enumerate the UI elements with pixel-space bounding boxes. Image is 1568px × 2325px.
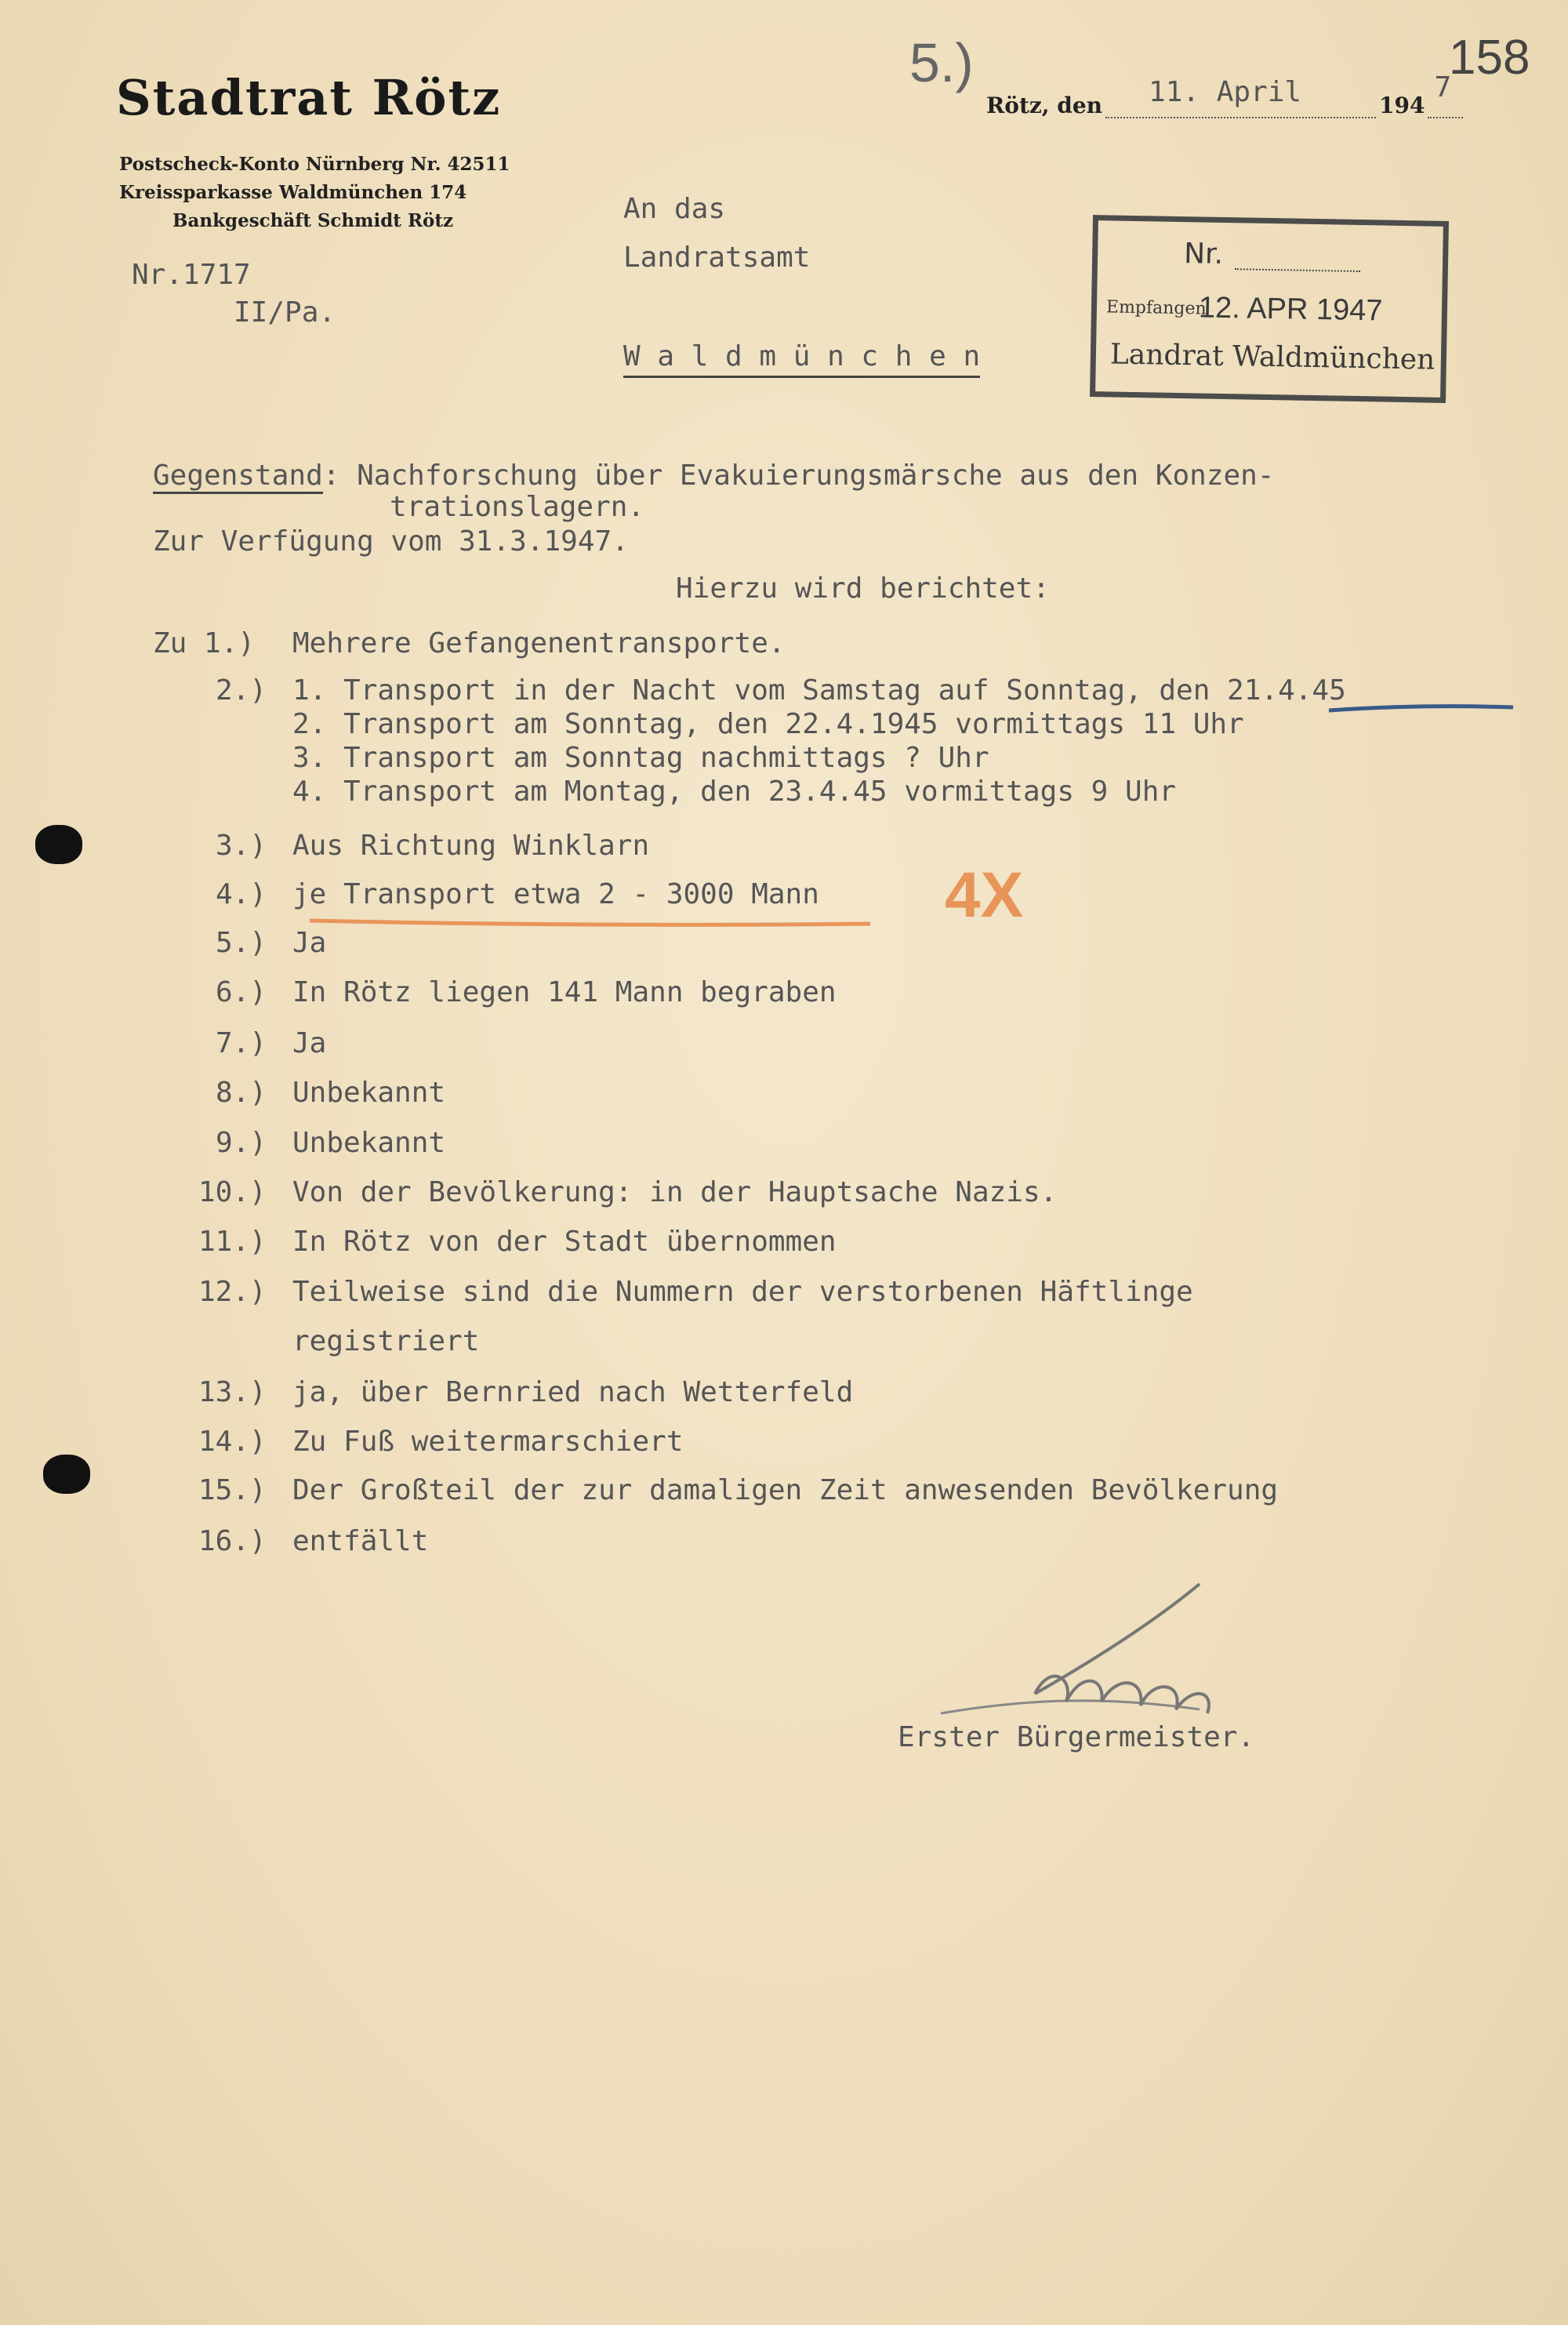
item-8-number: 8.) <box>216 1077 267 1109</box>
item-8-text: Unbekannt <box>292 1077 446 1109</box>
subject-intro: Hierzu wird berichtet: <box>676 572 1050 605</box>
item-2-line-1: 1. Transport in der Nacht vom Samstag auf Sonntag, den 21.4.45 <box>292 674 1346 707</box>
item-10-text: Von der Bevölkerung: in der Hauptsache Nazis. <box>292 1176 1058 1208</box>
item-1-text: Mehrere Gefangenentransporte. <box>292 627 786 659</box>
subject-label: Gegenstand <box>153 460 323 494</box>
margin-note: 5.) <box>909 32 974 93</box>
item-14-text: Zu Fuß weitermarschiert <box>292 1426 684 1458</box>
subject-line-2: trationslagern. <box>390 491 645 523</box>
subject-line-1 <box>153 460 1275 492</box>
recipient-line-2: Landratsamt <box>623 242 811 274</box>
date-dots <box>1105 76 1376 118</box>
item-3-number: 3.) <box>216 830 267 862</box>
date-year-prefix: 194 <box>1379 93 1425 118</box>
item-5-number: 5.) <box>216 927 267 959</box>
subject-reference: Zur Verfügung vom 31.3.1947. <box>153 525 629 558</box>
item-1-number: Zu 1.) <box>153 627 256 659</box>
letterhead-line-sparkasse: Kreissparkasse Waldmünchen 174 <box>119 182 467 203</box>
item-11-number: 11.) <box>198 1226 267 1258</box>
letterhead-title: Stadtrat Rötz <box>116 69 502 126</box>
date-line <box>986 71 1463 118</box>
item-2-line-2: 2. Transport am Sonntag, den 22.4.1945 vormittags 11 Uhr <box>292 708 1244 740</box>
item-3-text: Aus Richtung Winklarn <box>292 830 650 862</box>
item-12-number: 12.) <box>198 1276 267 1308</box>
item-5-text: Ja <box>292 927 327 959</box>
item-13-text: ja, über Bernried nach Wetterfeld <box>292 1376 854 1408</box>
subject-colon: : <box>322 460 340 492</box>
page-number: 158 <box>1449 31 1530 85</box>
item-9-text: Unbekannt <box>292 1127 446 1159</box>
item-2-line-3: 3. Transport am Sonntag nachmittags ? Uhr <box>292 742 989 774</box>
signature-title: Erster Bürgermeister. <box>898 1721 1255 1753</box>
letterhead-line-postscheck: Postscheck-Konto Nürnberg Nr. 42511 <box>119 154 510 175</box>
stamp-nr-label: Nr. <box>1183 238 1224 271</box>
item-6-number: 6.) <box>216 976 267 1008</box>
item-11-text: In Rötz von der Stadt übernommen <box>292 1226 837 1258</box>
item-7-text: Ja <box>292 1027 327 1059</box>
punch-hole-bottom <box>43 1455 90 1494</box>
stamp-received-date: 12. APR 1947 <box>1198 291 1383 328</box>
item-13-number: 13.) <box>198 1376 267 1408</box>
recipient-line-3: W a l d m ü n c h e n <box>623 340 980 378</box>
date-year-dots <box>1428 71 1463 118</box>
item-7-number: 7.) <box>216 1027 267 1059</box>
item-12-line-1: Teilweise sind die Nummern der verstorbenen Häftlinge <box>292 1276 1193 1308</box>
item-4-text: je Transport etwa 2 - 3000 Mann <box>292 878 819 910</box>
item-15-number: 15.) <box>198 1474 267 1506</box>
item-2-number: 2.) <box>216 674 267 707</box>
item-6-text: In Rötz liegen 141 Mann begraben <box>292 976 837 1008</box>
item-4-annotation: 4X <box>945 859 1024 931</box>
orange-underline <box>306 910 878 933</box>
date-year-suffix: 7 <box>1434 71 1452 104</box>
stamp-nr-line <box>1235 268 1360 272</box>
stamp-received-label: Empfangen <box>1105 297 1207 319</box>
date-label: Rötz, den <box>986 93 1103 118</box>
item-16-number: 16.) <box>198 1525 267 1557</box>
item-15-text: Der Großteil der zur damaligen Zeit anwesenden Bevölkerung <box>292 1474 1279 1506</box>
recipient-line-1: An das <box>623 193 726 225</box>
item-14-number: 14.) <box>198 1426 267 1458</box>
item-2-line-4: 4. Transport am Montag, den 23.4.45 vormittags 9 Uhr <box>292 776 1177 808</box>
handwritten-signature <box>917 1576 1278 1733</box>
item-12-line-2: registriert <box>292 1325 480 1357</box>
reference-number: Nr.1717 <box>132 259 251 291</box>
reference-dept: II/Pa. <box>234 296 336 329</box>
letterhead-line-bank: Bankgeschäft Schmidt Rötz <box>172 210 454 231</box>
blue-ink-underline <box>1325 696 1521 720</box>
item-10-number: 10.) <box>198 1176 267 1208</box>
punch-hole-top <box>35 825 82 864</box>
date-day-month: 11. April <box>1149 76 1302 108</box>
subject-text-1: Nachforschung über Evakuierungsmärsche aus den Konzen- <box>357 460 1275 492</box>
item-16-text: entfällt <box>292 1525 429 1557</box>
item-9-number: 9.) <box>216 1127 267 1159</box>
stamp-office: Landrat Waldmünchen <box>1109 338 1436 376</box>
item-4-number: 4.) <box>216 878 267 910</box>
received-stamp <box>1090 215 1449 403</box>
